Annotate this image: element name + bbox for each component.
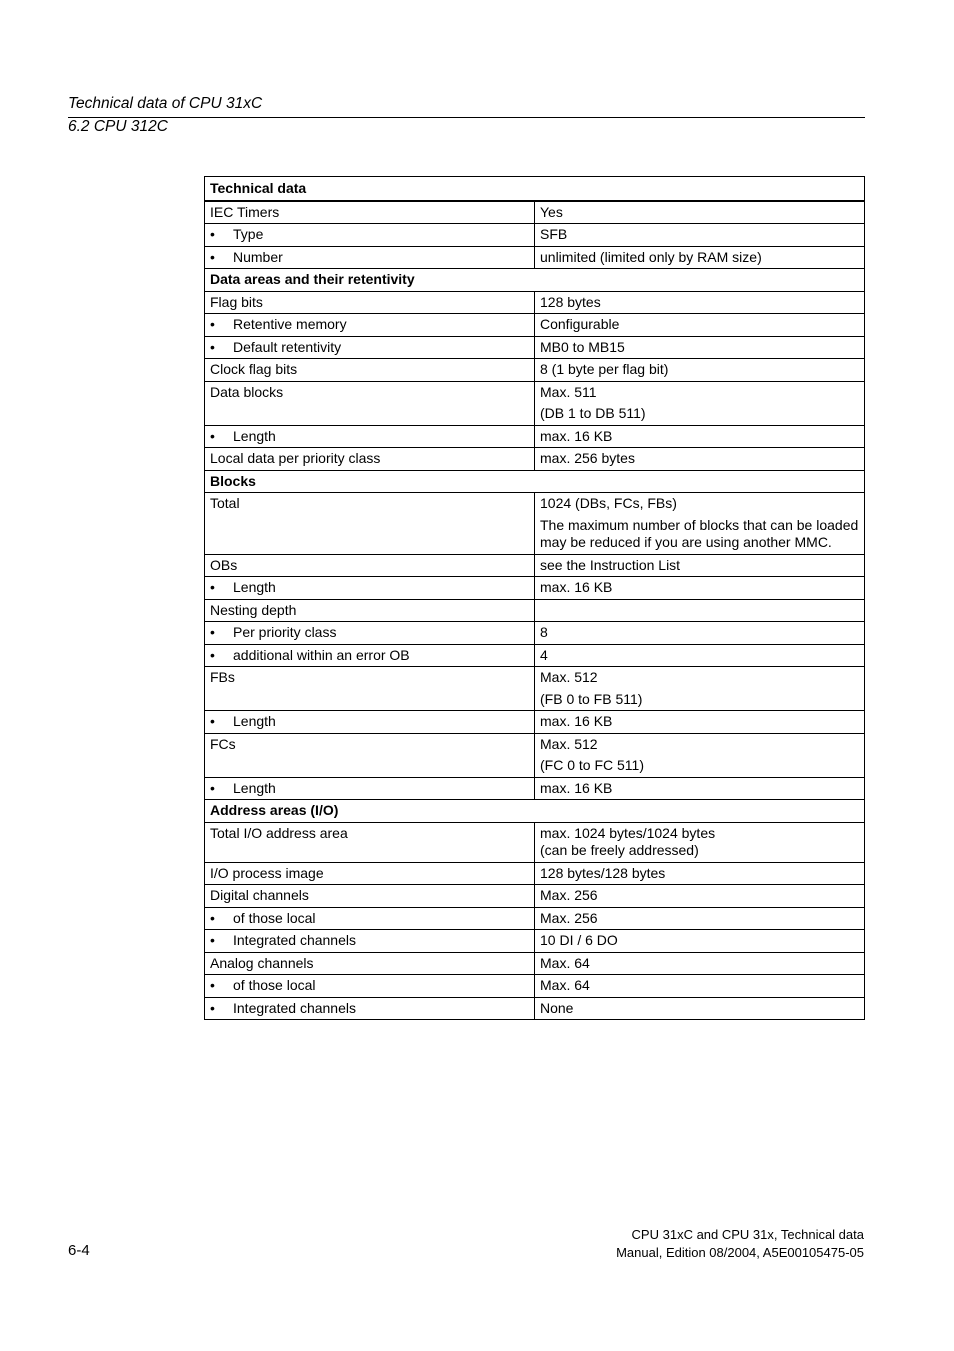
- value-cell: [535, 930, 865, 953]
- parameter-value: 10 DI / 6 DO: [540, 932, 618, 948]
- parameter-label: OBs: [210, 556, 238, 573]
- table-subrow: [205, 777, 865, 800]
- parameter-cell: [205, 952, 535, 975]
- table-row: [205, 952, 865, 975]
- value-cell: [535, 224, 865, 247]
- parameter-value: max. 16 KB: [540, 579, 613, 595]
- parameter-value: max. 16 KB: [540, 713, 613, 729]
- bullet-icon: •: [210, 579, 215, 595]
- table-subrow: [205, 224, 865, 247]
- running-header-section: 6.2 CPU 312C: [68, 118, 168, 135]
- table-row: [205, 667, 865, 711]
- parameter-value: Max. 512: [540, 669, 598, 685]
- value-cell: [535, 711, 865, 734]
- parameter-cell: [205, 336, 535, 359]
- parameter-label: Digital channels: [210, 887, 309, 903]
- value-cell: [535, 493, 865, 555]
- footer-doc-edition: Manual, Edition 08/2004, A5E00105475-05: [616, 1245, 864, 1260]
- bullet-icon: •: [210, 713, 215, 729]
- parameter-value: SFB: [540, 226, 568, 242]
- technical-data-table: [204, 176, 865, 1020]
- value-cell: [535, 599, 865, 622]
- bullet-icon: •: [210, 977, 215, 993]
- table-subrow: [205, 975, 865, 998]
- table-subrow: [205, 246, 865, 269]
- parameter-value: max. 1024 bytes/1024 bytes: [540, 824, 716, 841]
- parameter-value: 1024 (DBs, FCs, FBs): [540, 495, 677, 511]
- value-cell: [535, 554, 865, 577]
- parameter-label: of those local: [233, 909, 316, 926]
- parameter-cell: [205, 201, 535, 224]
- table-subrow: [205, 930, 865, 953]
- parameter-value: Max. 511: [540, 383, 597, 400]
- parameter-label: Total: [210, 495, 240, 511]
- table-row: [205, 291, 865, 314]
- parameter-value: MB0 to MB15: [540, 338, 625, 355]
- parameter-value: 128 bytes: [540, 293, 601, 310]
- bullet-icon: •: [210, 646, 215, 663]
- value-cell: [535, 667, 865, 711]
- parameter-label: Default retentivity: [233, 338, 342, 355]
- parameter-cell: [205, 822, 535, 862]
- parameter-value: Max. 512: [540, 735, 598, 752]
- bullet-icon: •: [210, 226, 215, 242]
- running-header-chapter: Technical data of CPU 31xC: [68, 95, 263, 112]
- footer-doc-info: [616, 1226, 864, 1262]
- bullet-icon: •: [210, 316, 215, 332]
- value-cell: [535, 622, 865, 645]
- parameter-value: Max. 64: [540, 954, 590, 971]
- page-number: 6-4: [68, 1242, 90, 1259]
- parameter-label: Length: [233, 579, 276, 595]
- table-row: [205, 885, 865, 908]
- parameter-cell: [205, 554, 535, 577]
- parameter-cell: [205, 448, 535, 471]
- bullet-icon: •: [210, 624, 215, 640]
- parameter-label: Retentive memory: [233, 316, 347, 332]
- parameter-label: IEC Timers: [210, 203, 280, 220]
- value-cell: [535, 448, 865, 471]
- parameter-cell: [205, 599, 535, 622]
- value-cell: [535, 291, 865, 314]
- value-cell: [535, 425, 865, 448]
- value-cell: [535, 314, 865, 337]
- bullet-icon: •: [210, 999, 215, 1016]
- value-cell: [535, 997, 865, 1020]
- parameter-value: 8 (1 byte per flag bit): [540, 361, 669, 377]
- parameter-value: (can be freely addressed): [540, 842, 699, 858]
- parameter-value: Configurable: [540, 316, 620, 332]
- section-heading-row: [205, 800, 865, 823]
- parameter-cell: [205, 291, 535, 314]
- table-row: [205, 381, 865, 425]
- value-cell: [535, 822, 865, 862]
- table-subrow: [205, 644, 865, 667]
- parameter-value: unlimited (limited only by RAM size): [540, 248, 762, 265]
- parameter-value: The maximum number of blocks that can be loaded may be reduced if you are using another MMC.: [540, 516, 859, 550]
- parameter-label: Total I/O address area: [210, 824, 348, 841]
- parameter-value: Max. 256: [540, 887, 598, 903]
- table-title-row: [205, 177, 865, 201]
- parameter-value: (FC 0 to FC 511): [540, 757, 644, 773]
- value-cell: [535, 336, 865, 359]
- table-subrow: [205, 425, 865, 448]
- value-cell: [535, 246, 865, 269]
- bullet-icon: •: [210, 932, 215, 948]
- bullet-icon: •: [210, 909, 215, 926]
- table-row: [205, 493, 865, 555]
- table-subrow: [205, 997, 865, 1020]
- value-cell: [535, 777, 865, 800]
- bullet-icon: •: [210, 248, 215, 265]
- parameter-value: max. 16 KB: [540, 779, 613, 796]
- parameter-value: Max. 64: [540, 977, 590, 993]
- table-subrow: [205, 314, 865, 337]
- parameter-value: max. 16 KB: [540, 427, 613, 444]
- parameter-label: FCs: [210, 735, 236, 752]
- parameter-cell: [205, 359, 535, 382]
- table-row: [205, 359, 865, 382]
- table-row: [205, 448, 865, 471]
- parameter-cell: [205, 224, 535, 247]
- section-heading-row: [205, 269, 865, 292]
- parameter-label: Local data per priority class: [210, 450, 381, 466]
- value-cell: [535, 201, 865, 224]
- table-row: [205, 599, 865, 622]
- table-subrow: [205, 577, 865, 600]
- parameter-value: (FB 0 to FB 511): [540, 690, 643, 707]
- parameter-cell: [205, 930, 535, 953]
- parameter-label: I/O process image: [210, 864, 324, 881]
- value-cell: [535, 381, 865, 425]
- table-row: [205, 822, 865, 862]
- section-heading-row: [205, 470, 865, 493]
- parameter-value: Yes: [540, 203, 563, 220]
- parameter-cell: [205, 425, 535, 448]
- parameter-cell: [205, 314, 535, 337]
- value-cell: [535, 885, 865, 908]
- table-subrow: [205, 907, 865, 930]
- table-row: [205, 862, 865, 885]
- parameter-cell: [205, 381, 535, 425]
- table-row: [205, 201, 865, 224]
- section-heading: Address areas (I/O): [205, 800, 865, 823]
- parameter-label: FBs: [210, 669, 235, 685]
- parameter-cell: [205, 493, 535, 555]
- parameter-cell: [205, 777, 535, 800]
- value-cell: [535, 359, 865, 382]
- parameter-label: Length: [233, 427, 276, 444]
- parameter-value: 4: [540, 646, 548, 663]
- parameter-value: 8: [540, 624, 548, 640]
- value-cell: [535, 733, 865, 777]
- value-cell: [535, 907, 865, 930]
- bullet-icon: •: [210, 338, 215, 355]
- parameter-value: (DB 1 to DB 511): [540, 405, 646, 421]
- parameter-label: Integrated channels: [233, 932, 356, 948]
- parameter-cell: [205, 975, 535, 998]
- parameter-label: Per priority class: [233, 624, 337, 640]
- value-cell: [535, 577, 865, 600]
- parameter-cell: [205, 577, 535, 600]
- table-row: [205, 733, 865, 777]
- parameter-value: max. 256 bytes: [540, 450, 635, 466]
- parameter-cell: [205, 711, 535, 734]
- bullet-icon: •: [210, 427, 215, 444]
- table-subrow: [205, 622, 865, 645]
- table-subrow: [205, 711, 865, 734]
- parameter-label: Analog channels: [210, 954, 314, 971]
- parameter-cell: [205, 997, 535, 1020]
- footer-doc-title: CPU 31xC and CPU 31x, Technical data: [631, 1227, 864, 1242]
- parameter-cell: [205, 907, 535, 930]
- parameter-label: additional within an error OB: [233, 646, 410, 663]
- parameter-label: Length: [233, 779, 276, 796]
- parameter-label: Integrated channels: [233, 999, 356, 1016]
- parameter-label: of those local: [233, 977, 316, 993]
- parameter-cell: [205, 885, 535, 908]
- parameter-label: Flag bits: [210, 293, 263, 310]
- parameter-cell: [205, 667, 535, 711]
- parameter-value: 128 bytes/128 bytes: [540, 864, 666, 881]
- parameter-label: Length: [233, 713, 276, 729]
- section-heading: Data areas and their retentivity: [205, 269, 865, 292]
- bullet-icon: •: [210, 779, 215, 796]
- parameter-cell: [205, 862, 535, 885]
- header-divider: [68, 117, 865, 118]
- value-cell: [535, 644, 865, 667]
- parameter-value: None: [540, 999, 574, 1016]
- parameter-cell: [205, 733, 535, 777]
- parameter-label: Number: [233, 248, 283, 265]
- parameter-label: Clock flag bits: [210, 361, 298, 377]
- value-cell: [535, 862, 865, 885]
- parameter-cell: [205, 246, 535, 269]
- parameter-value: Max. 256: [540, 909, 598, 926]
- parameter-label: Data blocks: [210, 383, 284, 400]
- value-cell: [535, 975, 865, 998]
- table-title: Technical data: [205, 177, 865, 201]
- parameter-cell: [205, 644, 535, 667]
- parameter-cell: [205, 622, 535, 645]
- value-cell: [535, 952, 865, 975]
- parameter-label: Type: [233, 226, 264, 242]
- parameter-value: [540, 602, 859, 620]
- parameter-label: Nesting depth: [210, 601, 297, 618]
- table-row: [205, 554, 865, 577]
- parameter-value: see the Instruction List: [540, 556, 681, 573]
- section-heading: Blocks: [205, 470, 865, 493]
- table-subrow: [205, 336, 865, 359]
